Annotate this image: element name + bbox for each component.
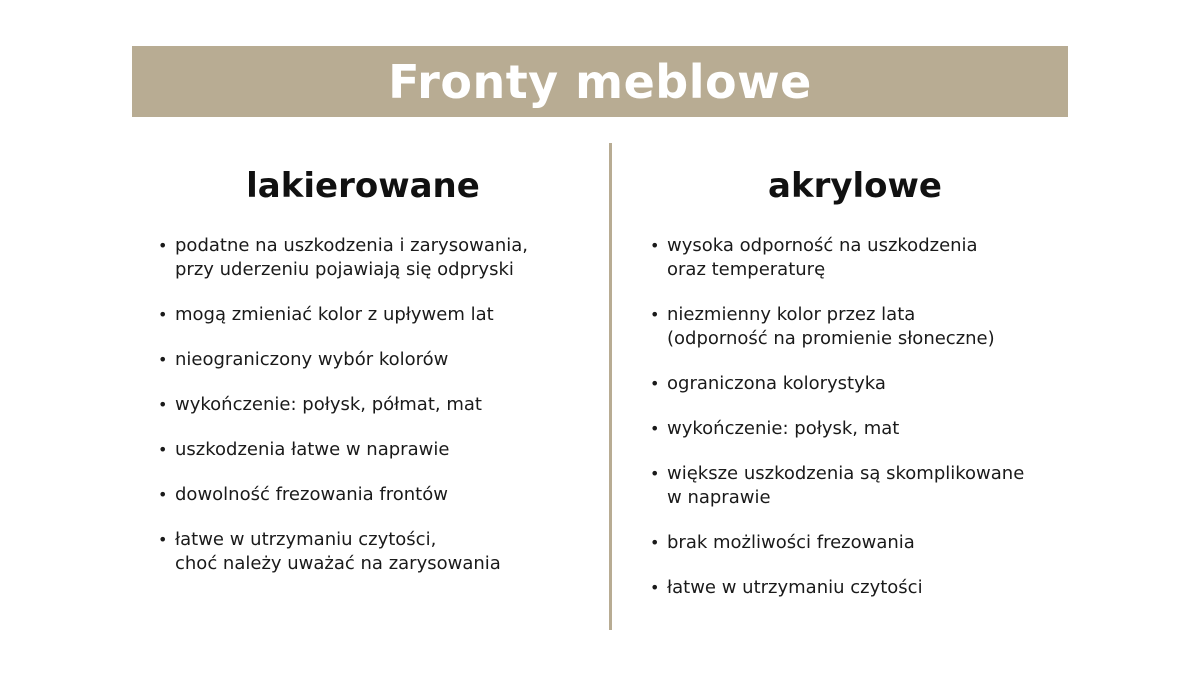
page-title: Fronty meblowe [388, 54, 812, 109]
list-item: • podatne na uszkodzenia i zarysowania, przy uderzeniu pojawiają się odpryski [158, 234, 598, 282]
list-item: • uszkodzenia łatwe w naprawie [158, 438, 598, 462]
list-item: • dowolność frezowania frontów [158, 483, 598, 507]
list-item: • wykończenie: połysk, mat [650, 417, 1090, 441]
list-item: • łatwe w utrzymaniu czytości, choć należy uważać na zarysowania [158, 528, 598, 576]
left-column [158, 160, 598, 597]
list-item: • łatwe w utrzymaniu czytości [650, 576, 1090, 600]
right-column-list [650, 234, 1090, 600]
list-item: • niezmienny kolor przez lata (odporność na promienie słoneczne) [650, 303, 1090, 351]
left-column-list [158, 234, 598, 576]
right-column-heading: akrylowe [768, 166, 942, 206]
list-item: • wysoka odporność na uszkodzenia oraz temperaturę [650, 234, 1090, 282]
list-item: • mogą zmieniać kolor z upływem lat [158, 303, 598, 327]
list-item: • brak możliwości frezowania [650, 531, 1090, 555]
list-item: • większe uszkodzenia są skomplikowane w naprawie [650, 462, 1090, 510]
left-column-heading: lakierowane [246, 166, 480, 206]
right-column [650, 160, 1090, 621]
column-divider [609, 143, 612, 630]
title-banner [132, 46, 1068, 117]
list-item: • ograniczona kolorystyka [650, 372, 1090, 396]
list-item: • nieograniczony wybór kolorów [158, 348, 598, 372]
list-item: • wykończenie: połysk, półmat, mat [158, 393, 598, 417]
